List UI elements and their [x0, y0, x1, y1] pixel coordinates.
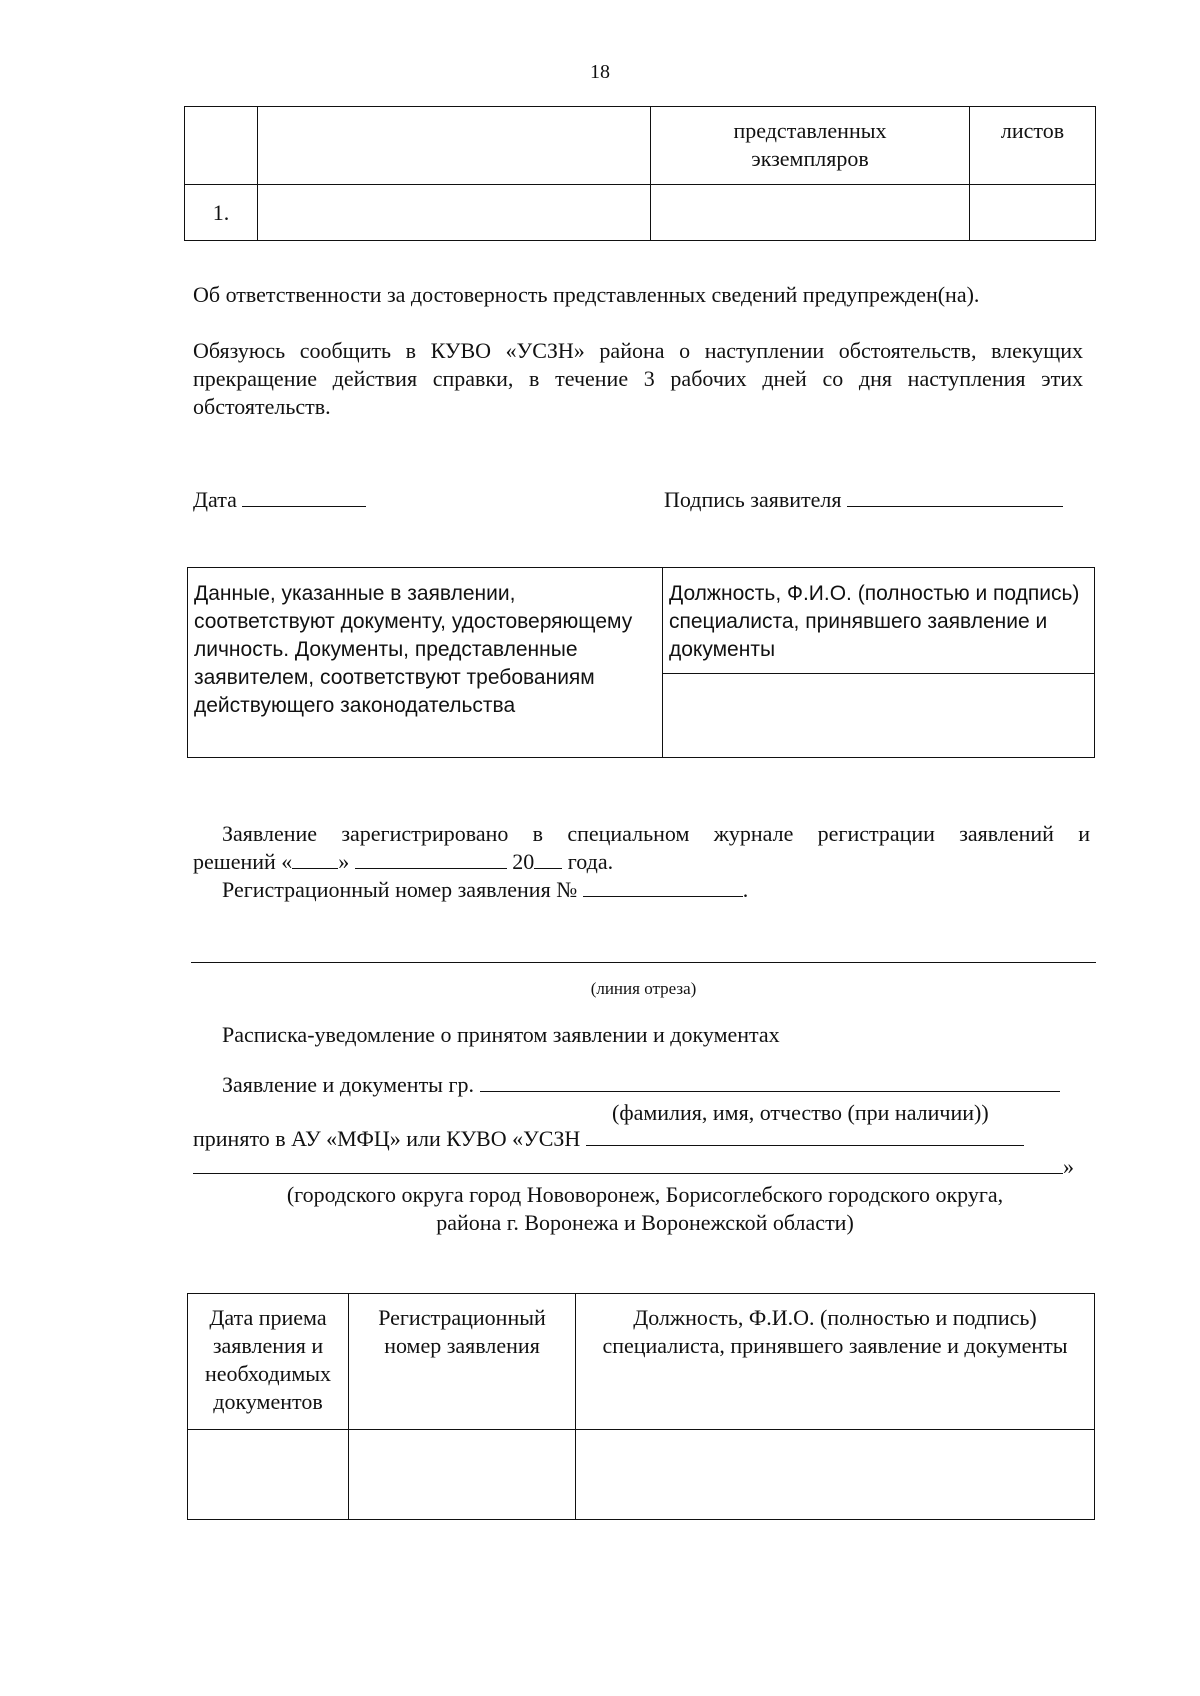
- year-blank[interactable]: [534, 848, 562, 869]
- specialist-header-2: Должность, Ф.И.О. (полностью и подпись) специалиста, принявшего заявление и документы: [576, 1294, 1095, 1430]
- table-cell: [258, 107, 651, 185]
- registration-number-header: Регистрационный номер заявления: [349, 1294, 576, 1430]
- signature-blank[interactable]: [847, 486, 1063, 507]
- specialist-cell[interactable]: [576, 1430, 1095, 1520]
- sheets-header: листов: [970, 107, 1096, 185]
- table-cell: [651, 185, 970, 241]
- row-number: 1.: [185, 185, 258, 241]
- obligation-paragraph: Обязуюсь сообщить в КУВО «УСЗН» района о наступлении обстоятельств, влекущих прекращение действия справки, в течение 3 рабочих дней со дня наступления этих обстоятельств.: [193, 338, 1083, 419]
- specialist-signature-cell[interactable]: [663, 674, 1095, 758]
- agency-blank[interactable]: [586, 1125, 1024, 1146]
- cut-line: [191, 962, 1096, 963]
- table-cell: [970, 185, 1096, 241]
- verification-table: [187, 567, 1095, 758]
- month-blank[interactable]: [355, 848, 507, 869]
- page-number: 18: [590, 61, 610, 83]
- date-received-cell[interactable]: [188, 1430, 349, 1520]
- name-hint: (фамилия, имя, отчество (при наличии)): [612, 1100, 989, 1125]
- copies-header: представленных экземпляров: [651, 107, 970, 185]
- table-row: [185, 185, 1096, 241]
- verification-statement: Данные, указанные в заявлении, соответствуют документу, удостоверяющему личность. Документы, представленные заявителем, соответствуют требованиям действующего законодательства: [188, 568, 663, 758]
- documents-table: [184, 106, 1096, 241]
- table-cell: [185, 107, 258, 185]
- quote-close: »: [338, 849, 350, 874]
- district-hint-2: района г. Воронежа и Воронежской области): [436, 1210, 854, 1235]
- table-cell: [258, 185, 651, 241]
- applicant-field: [222, 1071, 1060, 1099]
- year-suffix: года.: [567, 849, 614, 874]
- registration-number-cell[interactable]: [349, 1430, 576, 1520]
- date-label: Дата: [193, 487, 237, 512]
- decisions-label: решений «: [193, 849, 293, 874]
- applicant-name-blank[interactable]: [480, 1071, 1060, 1092]
- day-blank[interactable]: [292, 848, 338, 869]
- date-field: [193, 486, 366, 514]
- receipt-table: [187, 1293, 1095, 1520]
- specialist-header: Должность, Ф.И.О. (полностью и подпись) специалиста, принявшего заявление и документы: [663, 568, 1095, 674]
- accepted-label: принято в АУ «МФЦ» или КУВО «УСЗН: [193, 1126, 581, 1151]
- receipt-title: Расписка-уведомление о принятом заявлении и документах: [222, 1022, 780, 1047]
- registration-line2: [193, 848, 613, 876]
- date-blank[interactable]: [242, 486, 366, 507]
- cut-line-label: (линия отреза): [590, 979, 697, 998]
- registration-number-label: Регистрационный номер заявления №: [222, 877, 578, 902]
- date-received-header: Дата приема заявления и необходимых документов: [188, 1294, 349, 1430]
- district-line: [193, 1153, 1074, 1181]
- year-prefix: 20: [512, 849, 535, 874]
- signature-field: [664, 486, 1063, 514]
- applicant-label: Заявление и документы гр.: [222, 1072, 474, 1097]
- table-row: [188, 1294, 1095, 1430]
- table-row: [185, 107, 1096, 185]
- registration-number-blank[interactable]: [583, 876, 743, 897]
- signature-label: Подпись заявителя: [664, 487, 842, 512]
- registration-number-end: .: [742, 877, 749, 902]
- registration-number: [222, 876, 748, 904]
- district-hint-1: (городского округа город Нововоронеж, Борисоглебского городского округа,: [286, 1182, 1004, 1207]
- accepted-field: [193, 1125, 1024, 1153]
- registration-line1: Заявление зарегистрировано в специальном журнале регистрации заявлений и: [222, 821, 1090, 846]
- district-blank[interactable]: [193, 1153, 1063, 1174]
- closing-quote: »: [1063, 1154, 1074, 1179]
- responsibility-warning: Об ответственности за достоверность представленных сведений предупрежден(на).: [193, 282, 980, 307]
- table-row: [188, 568, 1095, 674]
- table-row: [188, 1430, 1095, 1520]
